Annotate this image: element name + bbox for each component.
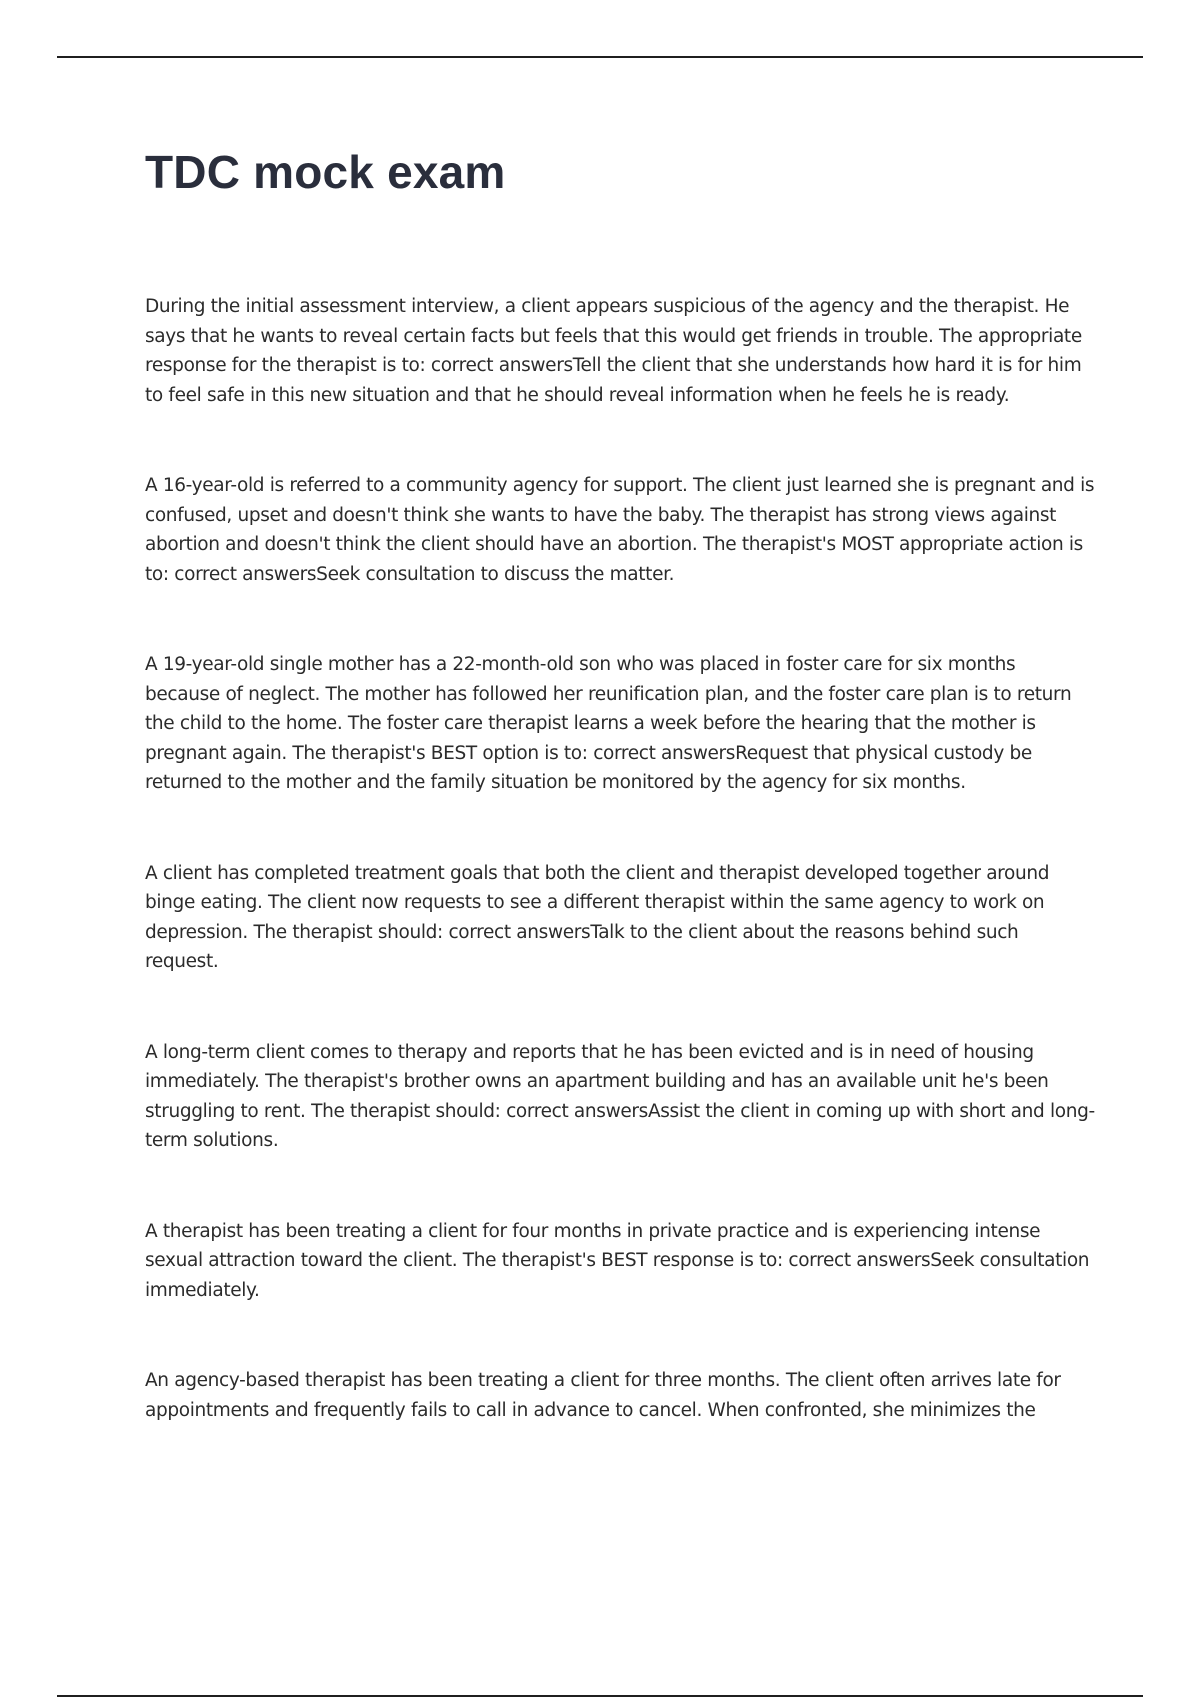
answer-marker: correct answers — [430, 355, 573, 376]
answer-text: Assist the client in coming up with short and long-term solutions. — [145, 1100, 1095, 1151]
question-text: A long-term client comes to therapy and reports that he has been evicted and is in need of housing immediately. The therapist's brother owns an apartment building and has an available unit he's been struggling to rent. The therapist should: — [145, 1041, 1049, 1122]
question-text: During the initial assessment interview, a client appears suspicious of the agency and the therapist. He says that he wants to reveal certain facts but feels that this would get friends in trouble. The appropriate response for the therapist is to: — [145, 296, 1082, 376]
question-item — [145, 859, 1095, 977]
page-title: TDC mock exam — [145, 146, 506, 198]
answer-text: Tell the client that she understands how hard it is for him to feel safe in this new situation and that he should reveal information when he feels he is ready. — [145, 355, 1082, 406]
question-text: A client has completed treatment goals that both the client and therapist developed together around binge eating. The client now requests to see a different therapist within the same agency to work on depression. The therapist should: — [145, 862, 1050, 943]
answer-marker: correct answers — [174, 563, 317, 585]
answer-text: Seek consultation immediately. — [145, 1250, 1090, 1301]
question-text: A therapist has been treating a client for four months in private practice and is experiencing intense sexual attraction toward the client. The therapist's BEST response is to: — [145, 1220, 1041, 1271]
question-text: A 19-year-old single mother has a 22-month-old son who was placed in foster care for six months because of neglect. The mother has followed her reunification plan, and the foster care plan is to return the child to the home. The foster care therapist learns a week before the hearing that the mother is pregnant again. The therapist's BEST option is to: — [145, 654, 1072, 764]
bottom-rule — [57, 1695, 1143, 1697]
answer-marker: correct answers — [506, 1100, 648, 1122]
question-item — [145, 471, 1095, 589]
answer-marker: correct answers — [788, 1250, 931, 1271]
answer-text: Request that physical custody be returned to the mother and the family situation be monitored by the agency for six months. — [145, 742, 1032, 793]
question-item — [145, 1217, 1095, 1306]
question-item — [145, 292, 1095, 410]
question-list — [145, 292, 1095, 1486]
question-text: An agency-based therapist has been treating a client for three months. The client often arrives late for appointments and frequently fails to call in advance to cancel. When confronted, she minimizes the — [145, 1370, 1061, 1421]
question-item — [145, 1366, 1095, 1425]
question-item — [145, 1038, 1095, 1156]
top-rule — [57, 56, 1143, 58]
question-text: A 16-year-old is referred to a community agency for support. The client just learned she is pregnant and is confused, upset and doesn't think she wants to have the baby. The therapist has strong views against abortion and doesn't think the client should have an abortion. The therapist's MOST appropriate action is to: — [145, 475, 1095, 585]
answer-marker: correct answers — [448, 921, 591, 943]
answer-text: Seek consultation to discuss the matter. — [316, 563, 675, 585]
question-item — [145, 650, 1095, 798]
answer-marker: correct answers — [593, 742, 736, 764]
answer-text: Talk to the client about the reasons behind such request. — [145, 921, 1019, 972]
